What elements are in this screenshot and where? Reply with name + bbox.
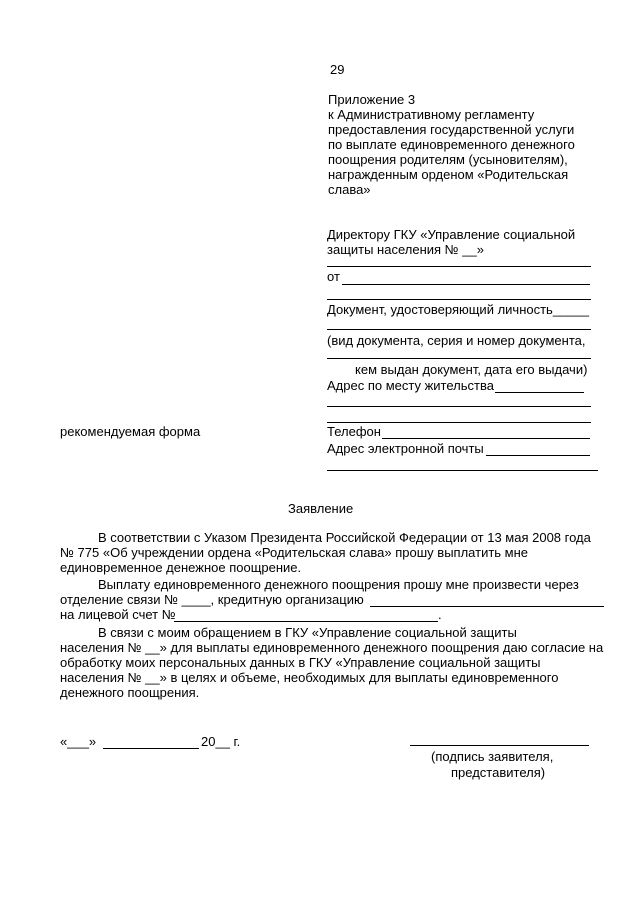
text-line: В связи с моим обращением в ГКУ «Управление социальной защиты <box>98 625 517 640</box>
residence-field[interactable] <box>495 392 584 393</box>
residence-field[interactable] <box>327 422 591 423</box>
signature-hint: (подпись заявителя, <box>431 749 554 764</box>
director-line: Директору ГКУ «Управление социальной <box>327 227 576 242</box>
appendix-line: слава» <box>328 182 371 197</box>
residence-field[interactable] <box>327 406 591 407</box>
text-line: отделение связи № ____, кредитную организацию <box>60 592 364 607</box>
id-document-field[interactable] <box>327 358 591 359</box>
period: . <box>438 607 442 622</box>
date-month-field[interactable] <box>103 748 199 749</box>
text-line: населения № __» в целях и объеме, необходимых для выплаты единовременного <box>60 670 559 685</box>
signature-hint: представителя) <box>451 765 546 780</box>
text-line: единовременное денежное поощрение. <box>60 560 302 575</box>
appendix-line: поощрения родителям (усыновителям), <box>328 152 568 167</box>
id-document-label: Документ, удостоверяющий личность_____ <box>327 302 589 317</box>
text-line: № 775 «Об учреждении ордена «Родительская слава» прошу выплатить мне <box>60 545 529 560</box>
text-line: на лицевой счет № <box>60 607 176 622</box>
date-year[interactable]: 20__ г. <box>201 734 241 749</box>
department-line: защиты населения № __» <box>327 242 484 257</box>
id-document-hint: кем выдан документ, дата его выдачи) <box>355 362 588 377</box>
signature-field[interactable] <box>410 745 589 746</box>
appendix-line: награжденным орденом «Родительская <box>328 167 569 182</box>
appendix-line: по выплате единовременного денежного <box>328 137 575 152</box>
text-line: денежного поощрения. <box>60 685 200 700</box>
account-number-field[interactable] <box>174 621 438 622</box>
appendix-line: предоставления государственной услуги <box>328 122 575 137</box>
phone-field[interactable] <box>382 438 590 439</box>
text-line: обработку моих персональных данных в ГКУ «Управление социальной защиты <box>60 655 541 670</box>
appendix-line: к Административному регламенту <box>328 107 535 122</box>
text-line: населения № __» для выплаты единовременного денежного поощрения даю согласие на <box>60 640 604 655</box>
email-field[interactable] <box>327 470 598 471</box>
id-document-field[interactable] <box>327 329 591 330</box>
email-label: Адрес электронной почты <box>327 441 484 456</box>
page-number: 29 <box>330 62 345 77</box>
paragraph-1 <box>60 530 606 575</box>
email-field[interactable] <box>486 455 590 456</box>
date-day[interactable]: «___» <box>60 734 97 749</box>
id-document-hint: (вид документа, серия и номер документа, <box>327 333 586 348</box>
residence-label: Адрес по месту жительства <box>327 378 494 393</box>
recommended-form-label: рекомендуемая форма <box>60 424 201 439</box>
from-label: от <box>327 269 340 284</box>
page-title: Заявление <box>288 501 354 516</box>
blank-line <box>327 299 591 300</box>
phone-label: Телефон <box>327 424 381 439</box>
text-line: В соответствии с Указом Президента Российской Федерации от 13 мая 2008 года <box>98 530 591 545</box>
text-line: Выплату единовременного денежного поощрения прошу мне произвести через <box>98 577 579 592</box>
paragraph-3 <box>60 625 606 700</box>
paragraph-2 <box>60 577 606 592</box>
credit-organization-field[interactable] <box>370 606 604 607</box>
from-field[interactable] <box>342 284 590 285</box>
blank-line <box>327 266 591 267</box>
appendix-line: Приложение 3 <box>328 92 416 107</box>
